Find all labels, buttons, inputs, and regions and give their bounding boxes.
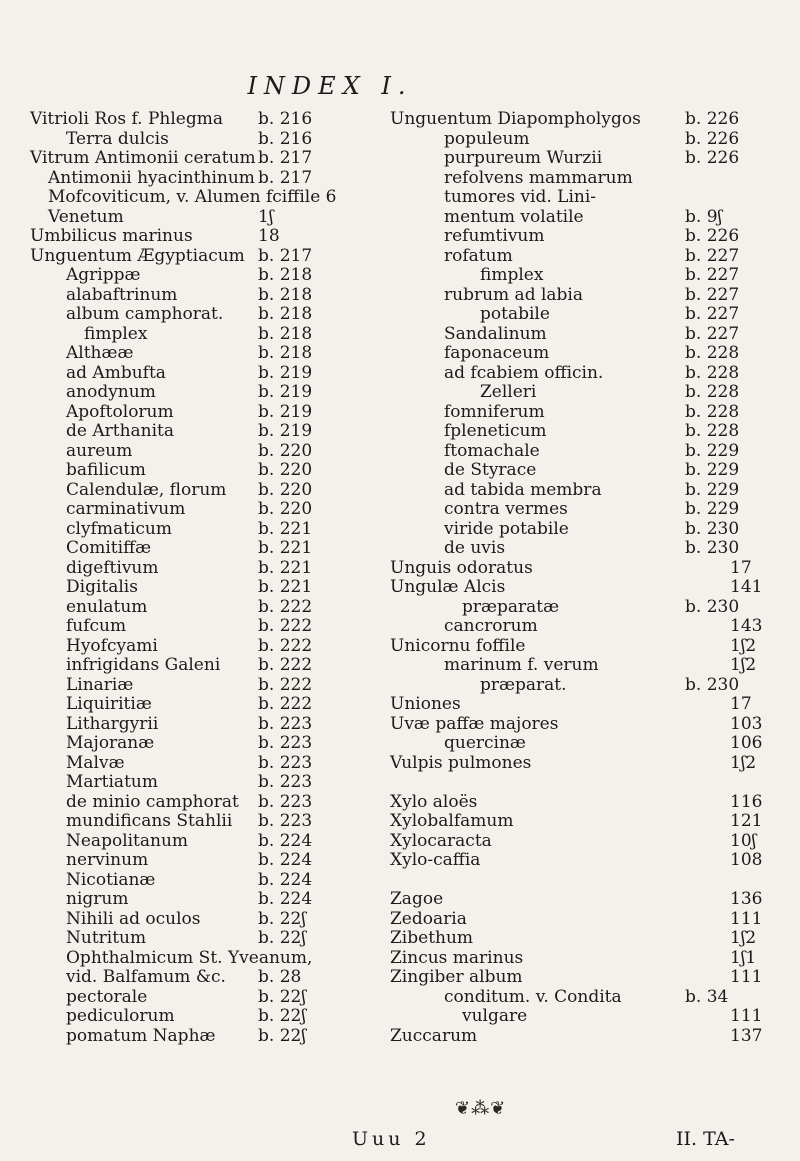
entry-page-ref: b. 223: [258, 772, 313, 792]
entry-page-ref: b. 219: [258, 421, 313, 441]
entry-page-ref: b. 227: [685, 323, 740, 344]
entry-term: Hyofcyami: [66, 635, 158, 656]
entry-page-ref: b. 221: [258, 557, 313, 578]
entry-page-ref: b. 224: [258, 869, 313, 890]
entry-page-ref: b. 223: [258, 811, 313, 831]
entry-page-ref: 111: [730, 967, 763, 987]
entry-term: rubrum ad labia: [444, 284, 584, 305]
entry-term: digeftivum: [66, 557, 159, 578]
index-entry: [390, 442, 770, 462]
entry-page-ref: b. 222: [258, 635, 313, 656]
index-entry: [390, 227, 770, 247]
entry-term: Nihili ad oculos: [66, 908, 201, 929]
entry-term: Martiatum: [66, 772, 158, 792]
index-entry: [30, 227, 385, 247]
entry-term: Mofcoviticum, v. Alumen fciffile 6: [48, 187, 337, 207]
entry-term: ad fcabiem officin.: [444, 362, 604, 383]
index-entry: [390, 773, 770, 793]
index-entry: [30, 656, 385, 676]
entry-page-ref: 143: [730, 616, 763, 636]
entry-page-ref: 111: [730, 1006, 763, 1026]
entry-page-ref: b. 228: [685, 362, 740, 383]
entry-term: Uvæ paffæ majores: [390, 713, 559, 734]
index-entry: [30, 130, 385, 150]
index-entry: [30, 247, 385, 267]
entry-page-ref: b. 223: [258, 733, 313, 753]
index-entry: [390, 676, 770, 696]
index-entry: [30, 968, 385, 988]
entry-page-ref: 1ʃ2: [730, 635, 757, 656]
entry-page-ref: b. 221: [258, 538, 313, 558]
index-entry: [30, 871, 385, 891]
entry-page-ref: b. 229: [685, 460, 740, 480]
index-entry: [30, 793, 385, 813]
index-entry: [390, 734, 770, 754]
entry-term: de minio camphorat: [66, 791, 239, 812]
entry-page-ref: b. 221: [258, 577, 313, 597]
index-entry: [390, 266, 770, 286]
entry-term: de Arthanita: [66, 421, 175, 441]
entry-term: Antimonii hyacinthinum: [48, 167, 255, 188]
entry-term: Liquiritiæ: [66, 694, 152, 714]
entry-term: Xylo aloës: [390, 791, 478, 812]
index-entry: [390, 968, 770, 988]
entry-term: Vitrioli Ros f. Phlegma: [30, 109, 224, 129]
entry-term: Calendulæ, florum: [66, 479, 227, 500]
index-entry: [390, 149, 770, 169]
index-entry: [30, 422, 385, 442]
entry-page-ref: b. 228: [685, 343, 740, 363]
index-entry: [390, 578, 770, 598]
entry-term: alabaftrinum: [66, 284, 178, 305]
index-entry: [390, 988, 770, 1008]
entry-term: præparatæ: [462, 596, 560, 617]
index-entry: [30, 481, 385, 501]
index-entry: [30, 734, 385, 754]
entry-term: Zelleri: [480, 382, 537, 402]
entry-term: Majoranæ: [66, 733, 155, 753]
index-entry: [30, 929, 385, 949]
entry-page-ref: b. 228: [685, 401, 740, 422]
entry-page-ref: 1ʃ2: [730, 752, 757, 773]
entry-term: clyfmaticum: [66, 518, 172, 539]
entry-term: Vitrum Antimonii ceratum: [30, 148, 256, 168]
entry-term: Unicornu foffile: [390, 635, 526, 656]
index-entry: [390, 695, 770, 715]
entry-page-ref: b. 226: [685, 226, 740, 246]
entry-term: Comitiffæ: [66, 538, 152, 558]
entry-page-ref: b. 229: [685, 440, 740, 461]
entry-page-ref: 108: [730, 850, 763, 870]
entry-page-ref: b. 226: [685, 148, 740, 168]
index-entry: [30, 890, 385, 910]
index-entry: [390, 286, 770, 306]
page-header: INDEX I.: [247, 72, 413, 100]
entry-page-ref: b. 217: [258, 148, 313, 168]
entry-term: Unguentum Diapompholygos: [390, 109, 641, 129]
index-entry: [30, 266, 385, 286]
entry-term: refumtivum: [444, 226, 545, 246]
entry-page-ref: b. 28: [258, 967, 302, 987]
entry-term: pectorale: [66, 986, 148, 1007]
entry-term: Zedoaria: [390, 908, 467, 929]
entry-term: Vulpis pulmones: [390, 752, 532, 773]
entry-page-ref: b. 218: [258, 284, 313, 305]
entry-page-ref: 111: [730, 908, 763, 929]
entry-term: Umbilicus marinus: [30, 226, 193, 246]
entry-page-ref: 103: [730, 713, 763, 734]
index-entry: [390, 656, 770, 676]
tailpiece-ornament: ❦⁂❦: [455, 1098, 507, 1119]
entry-term: Neapolitanum: [66, 830, 189, 851]
entry-term: bafilicum: [66, 460, 146, 480]
index-entry: [30, 539, 385, 559]
index-entry: [390, 1027, 770, 1047]
entry-page-ref: 1ʃ2: [730, 928, 757, 948]
index-entry: [390, 247, 770, 267]
index-entry: [390, 793, 770, 813]
entry-page-ref: b. 224: [258, 830, 313, 851]
entry-page-ref: b. 22ʃ: [258, 1006, 306, 1026]
index-entry: [30, 383, 385, 403]
entry-term: conditum. v. Condita: [444, 986, 622, 1007]
entry-page-ref: b. 34: [685, 986, 729, 1007]
entry-page-ref: b. 219: [258, 362, 313, 383]
entry-page-ref: b. 220: [258, 479, 313, 500]
index-entry: [390, 461, 770, 481]
index-entry: [390, 481, 770, 501]
entry-page-ref: 116: [730, 791, 763, 812]
index-entry: [390, 130, 770, 150]
index-entry: [30, 169, 385, 189]
index-entry: [390, 812, 770, 832]
entry-term: nigrum: [66, 889, 129, 909]
entry-term: Xylocaracta: [390, 830, 492, 851]
entry-term: contra vermes: [444, 499, 568, 519]
entry-term: tumores vid. Lini-: [444, 187, 597, 207]
entry-page-ref: b. 218: [258, 304, 313, 324]
entry-term: purpureum Wurzii: [444, 148, 603, 168]
index-entry: [390, 890, 770, 910]
entry-term: Malvæ: [66, 752, 125, 773]
entry-page-ref: b. 216: [258, 109, 313, 129]
entry-page-ref: 1ʃ2: [730, 655, 757, 675]
entry-page-ref: b. 221: [258, 518, 313, 539]
index-entry: [390, 715, 770, 735]
index-entry: [390, 910, 770, 930]
entry-page-ref: 17: [730, 694, 752, 714]
index-entry: [390, 539, 770, 559]
entry-page-ref: b. 217: [258, 245, 313, 266]
entry-page-ref: 1ʃ: [258, 206, 274, 227]
entry-page-ref: b. 227: [685, 245, 740, 266]
entry-page-ref: b. 217: [258, 167, 313, 188]
index-entry: [30, 461, 385, 481]
index-entry: [390, 617, 770, 637]
index-entry: [390, 364, 770, 384]
entry-page-ref: b. 9ʃ: [685, 206, 723, 227]
entry-page-ref: b. 226: [685, 109, 740, 129]
entry-page-ref: b. 230: [685, 596, 740, 617]
entry-term: Ophthalmicum St. Yveanum,: [66, 947, 313, 968]
entry-page-ref: 136: [730, 889, 763, 909]
index-entry: [390, 422, 770, 442]
index-entry: [390, 403, 770, 423]
index-entry: [30, 949, 385, 969]
index-entry: [390, 500, 770, 520]
entry-page-ref: b. 220: [258, 440, 313, 461]
entry-page-ref: b. 223: [258, 752, 313, 773]
index-entry: [30, 364, 385, 384]
index-entry: [30, 676, 385, 696]
entry-term: infrigidans Galeni: [66, 655, 221, 675]
entry-page-ref: b. 230: [685, 538, 740, 558]
entry-term: nervinum: [66, 850, 149, 870]
index-entry: [30, 695, 385, 715]
entry-term: præparat.: [480, 674, 567, 695]
entry-term: Agrippæ: [66, 265, 141, 285]
right-index-column: [390, 110, 770, 1046]
signature-mark: Uuu 2: [352, 1128, 431, 1150]
entry-page-ref: b. 22ʃ: [258, 986, 306, 1007]
entry-term: vulgare: [462, 1006, 528, 1026]
entry-page-ref: b. 218: [258, 265, 313, 285]
entry-term: Terra dulcis: [66, 128, 169, 149]
entry-term: fimplex: [84, 323, 148, 344]
entry-term: de uvis: [444, 538, 506, 558]
entry-term: refolvens mammarum: [444, 167, 633, 188]
entry-page-ref: 18: [258, 226, 280, 246]
index-entry: [30, 598, 385, 618]
entry-page-ref: b. 216: [258, 128, 313, 149]
entry-term: Linariæ: [66, 674, 134, 695]
entry-page-ref: b. 228: [685, 421, 740, 441]
index-entry: [390, 169, 770, 189]
entry-page-ref: b. 222: [258, 596, 313, 617]
entry-term: Lithargyrii: [66, 713, 159, 734]
entry-term: ftomachale: [444, 440, 540, 461]
index-entry: [30, 500, 385, 520]
entry-term: Nutritum: [66, 928, 147, 948]
index-entry: [390, 520, 770, 540]
index-entry: [30, 403, 385, 423]
entry-page-ref: b. 222: [258, 655, 313, 675]
index-entry: [30, 1007, 385, 1027]
entry-term: quercinæ: [444, 733, 526, 753]
index-entry: [30, 988, 385, 1008]
entry-term: fomniferum: [444, 401, 545, 422]
index-entry: [30, 832, 385, 852]
index-entry: [30, 286, 385, 306]
index-entry: [30, 754, 385, 774]
entry-page-ref: b. 227: [685, 265, 740, 285]
index-entry: [30, 520, 385, 540]
index-entry: [30, 305, 385, 325]
index-entry: [390, 305, 770, 325]
entry-term: fufcum: [66, 616, 127, 636]
entry-page-ref: 10ʃ: [730, 830, 757, 851]
index-entry: [390, 832, 770, 852]
entry-term: Venetum: [48, 206, 124, 227]
index-entry: [390, 559, 770, 579]
entry-term: de Styrace: [444, 460, 537, 480]
entry-page-ref: b. 22ʃ: [258, 928, 306, 948]
index-entry: [390, 949, 770, 969]
entry-term: faponaceum: [444, 343, 550, 363]
index-entry: [30, 812, 385, 832]
entry-term: Xylo-caffia: [390, 850, 481, 870]
entry-page-ref: 121: [730, 811, 763, 831]
entry-page-ref: b. 218: [258, 323, 313, 344]
entry-term: Ungulæ Alcis: [390, 577, 506, 597]
index-entry: [30, 559, 385, 579]
entry-page-ref: b. 218: [258, 343, 313, 363]
index-entry: [30, 773, 385, 793]
index-entry: [30, 149, 385, 169]
index-entry: [30, 110, 385, 130]
entry-term: carminativum: [66, 499, 186, 519]
entry-term: Zincus marinus: [390, 947, 524, 968]
entry-term: Xylobalfamum: [390, 811, 514, 831]
entry-term: Zibethum: [390, 928, 474, 948]
index-entry: [30, 442, 385, 462]
entry-term: ad tabida membra: [444, 479, 602, 500]
entry-page-ref: b. 223: [258, 713, 313, 734]
entry-term: Apoftolorum: [66, 401, 174, 422]
entry-page-ref: 141: [730, 577, 763, 597]
entry-term: Sandalinum: [444, 323, 547, 344]
entry-page-ref: b. 226: [685, 128, 740, 149]
entry-page-ref: b. 230: [685, 674, 740, 695]
entry-page-ref: b. 22ʃ: [258, 908, 306, 929]
entry-term: pediculorum: [66, 1006, 175, 1026]
entry-page-ref: b. 222: [258, 674, 313, 695]
index-entry: [390, 325, 770, 345]
index-entry: [30, 188, 385, 208]
entry-term: Unguis odoratus: [390, 557, 533, 578]
index-entry: [390, 1007, 770, 1027]
entry-term: fimplex: [480, 265, 544, 285]
catchword: II. TA-: [676, 1128, 735, 1150]
index-entry: [30, 325, 385, 345]
entry-page-ref: b. 220: [258, 460, 313, 480]
left-index-column: [30, 110, 385, 1046]
index-entry: [30, 910, 385, 930]
entry-page-ref: b. 230: [685, 518, 740, 539]
entry-page-ref: b. 224: [258, 889, 313, 909]
entry-term: marinum f. verum: [444, 655, 599, 675]
entry-term: vid. Balfamum &c.: [66, 967, 226, 987]
entry-page-ref: b. 219: [258, 401, 313, 422]
entry-term: album camphorat.: [66, 304, 224, 324]
entry-page-ref: b. 219: [258, 382, 313, 402]
entry-term: Zagoe: [390, 889, 444, 909]
index-entry: [30, 208, 385, 228]
entry-page-ref: b. 229: [685, 479, 740, 500]
entry-term: ad Ambufta: [66, 362, 166, 383]
entry-page-ref: b. 228: [685, 382, 740, 402]
index-entry: [30, 344, 385, 364]
entry-term: mundificans Stahlii: [66, 811, 233, 831]
index-entry: [390, 851, 770, 871]
index-entry: [390, 871, 770, 891]
entry-term: Uniones: [390, 694, 461, 714]
entry-term: Nicotianæ: [66, 869, 156, 890]
entry-page-ref: b. 222: [258, 616, 313, 636]
entry-page-ref: 137: [730, 1025, 763, 1046]
entry-page-ref: b. 229: [685, 499, 740, 519]
index-entry: [30, 851, 385, 871]
index-entry: [390, 383, 770, 403]
entry-term: viride potabile: [444, 518, 569, 539]
index-entry: [30, 578, 385, 598]
entry-term: Zingiber album: [390, 967, 523, 987]
entry-term: anodynum: [66, 382, 156, 402]
index-entry: [390, 188, 770, 208]
entry-page-ref: b. 227: [685, 304, 740, 324]
entry-term: Zuccarum: [390, 1025, 478, 1046]
index-entry: [30, 715, 385, 735]
entry-page-ref: b. 22ʃ: [258, 1025, 306, 1046]
entry-term: Digitalis: [66, 577, 138, 597]
entry-term: cancrorum: [444, 616, 538, 636]
entry-page-ref: 106: [730, 733, 763, 753]
entry-term: pomatum Naphæ: [66, 1025, 216, 1046]
entry-term: mentum volatile: [444, 206, 584, 227]
index-entry: [30, 617, 385, 637]
entry-page-ref: b. 220: [258, 499, 313, 519]
entry-term: aureum: [66, 440, 133, 461]
index-entry: [390, 929, 770, 949]
entry-term: fpleneticum: [444, 421, 547, 441]
entry-page-ref: b. 223: [258, 791, 313, 812]
index-entry: [390, 344, 770, 364]
entry-page-ref: b. 227: [685, 284, 740, 305]
entry-term: Althææ: [66, 343, 134, 363]
index-entry: [30, 637, 385, 657]
entry-page-ref: 17: [730, 557, 752, 578]
index-entry: [30, 1027, 385, 1047]
entry-term: potabile: [480, 304, 550, 324]
entry-term: Unguentum Ægyptiacum: [30, 245, 245, 266]
entry-term: rofatum: [444, 245, 513, 266]
entry-page-ref: 1ʃ1: [730, 947, 757, 968]
index-entry: [390, 110, 770, 130]
index-entry: [390, 637, 770, 657]
index-entry: [390, 208, 770, 228]
entry-term: populeum: [444, 128, 530, 149]
entry-page-ref: b. 224: [258, 850, 313, 870]
index-entry: [390, 754, 770, 774]
index-entry: [390, 598, 770, 618]
entry-page-ref: b. 222: [258, 694, 313, 714]
entry-term: enulatum: [66, 596, 148, 617]
